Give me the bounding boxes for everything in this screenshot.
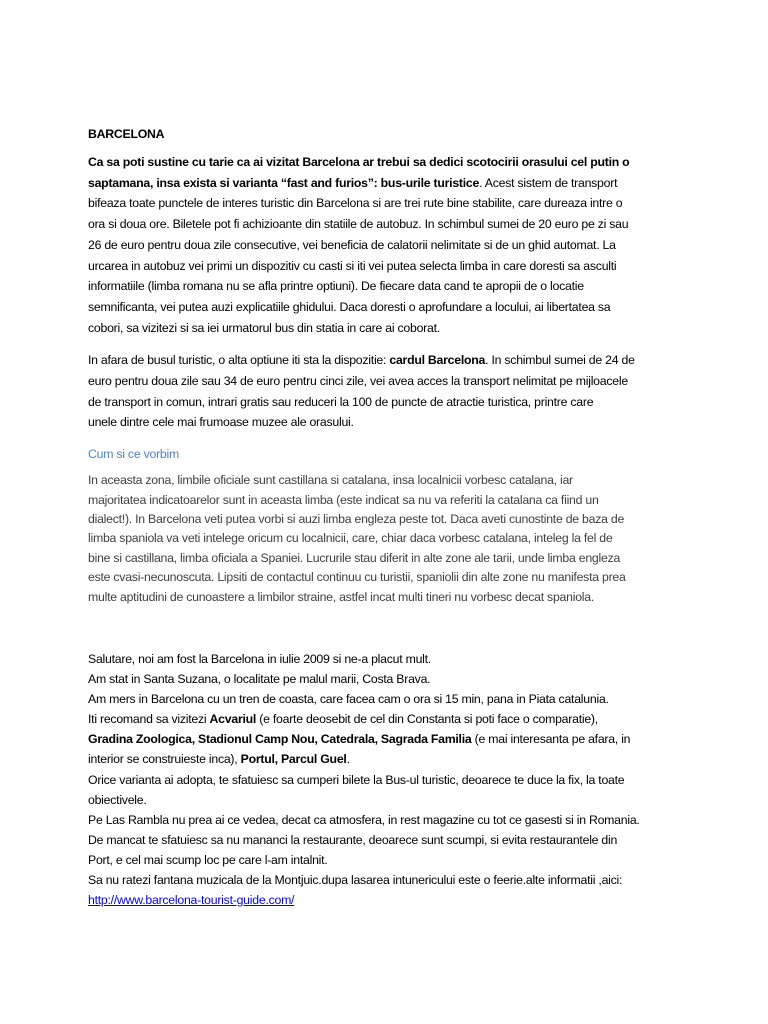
paragraph-card-barcelona (88, 350, 688, 433)
paragraph-personal-review (88, 649, 688, 910)
text-line (88, 173, 688, 194)
bold-phrase: cardul Barcelona (389, 353, 486, 368)
text-line: In aceasta zona, limbile oficiale sunt castillana si catalana, insa localnicii vorbesc catalana, iar (88, 473, 573, 488)
text-span: . In schimbul sumei de 24 de (485, 353, 635, 368)
text-line: dialect!). In Barcelona veti putea vorbi si auzi limba engleza peste tot. Daca aveti cunostinte de baza de (88, 511, 625, 526)
text-line: 26 de euro pentru doua zile consecutive, vei beneficia de calatorii nelimitate si de un ghid automat. La (88, 237, 616, 252)
text-line: obiectivele. (88, 792, 147, 807)
text-line: semnificanta, vei putea auzi explicatiile ghidului. Daca doresti o aprofundare a locului, ai libertatea sa (88, 299, 611, 314)
text-span: In afara de busul turistic, o alta optiune iti sta la dispozitie: (88, 353, 390, 368)
text-line (88, 749, 688, 769)
paragraph-bus-turistic (88, 152, 688, 338)
text-line: este cvasi-necunoscuta. Lipsiti de contactul continuu cu turistii, spaniolii din alte zone nu manifesta prea (88, 570, 626, 585)
text-line: de transport in comun, intrari gratis sau reduceri la 100 de puncte de atractie turistica, printre care (88, 394, 594, 409)
text-line: urcarea in autobuz vei primi un dispozitiv cu casti si iti vei putea selecta limba in care doresti sa asculti (88, 258, 617, 273)
bold-phrase: saptamana, insa exista si varianta “fast and furios”: bus-urile turistice (88, 175, 480, 190)
bold-phrase: Gradina Zoologica, Stadionul Camp Nou, Catedrala, Sagrada Familia (88, 732, 472, 747)
paragraph-languages (88, 471, 688, 607)
text-line: cobori, sa vizitezi si sa iei urmatorul bus din statia in care ai coborat. (88, 320, 440, 335)
text-line: De mancat te sfatuiesc sa nu mananci la restaurante, deoarece sunt scumpi, si evita restaurantele din (88, 832, 618, 847)
section-heading: Cum si ce vorbim (88, 447, 179, 462)
text-line: Orice varianta ai adopta, te sfatuiesc sa cumperi bilete la Bus-ul turistic, deoarece te duce la fix, la toate (88, 772, 625, 787)
text-span: . (346, 752, 350, 767)
text-line: bine si castillana, limba oficiala a Spaniei. Lucrurile stau diferit in alte zone ale tarii, unde limba engleza (88, 550, 621, 565)
bold-phrase: Portul, Parcul Guel (240, 752, 347, 767)
text-line (88, 729, 688, 749)
text-line: Sa nu ratezi fantana muzicala de la Montjuic.dupa lasarea intunericului este o feerie.alte informatii ,aici: (88, 873, 623, 888)
bold-phrase: Acvariul (209, 712, 257, 727)
text-line: limba spaniola va veti intelege oricum cu localnicii, care, chiar daca vorbesc catalana, inteleg la fel de (88, 531, 613, 546)
text-line: Ca sa poti sustine cu tarie ca ai vizitat Barcelona ar trebui sa dedici scotocirii orasului cel putin o (88, 155, 630, 169)
document-page (88, 124, 688, 910)
text-line (88, 709, 688, 729)
text-span: . Acest sistem de transport (479, 175, 618, 190)
text-line: Am mers in Barcelona cu un tren de coasta, care facea cam o ora si 15 min, pana in Piata catalunia. (88, 692, 609, 707)
text-span: Iti recomand sa vizitezi (88, 712, 210, 727)
text-line (88, 890, 688, 910)
text-line: informatiile (limba romana nu se afla printre optiuni). De fiecare data cand te apropii de o locatie (88, 279, 584, 294)
text-line: Salutare, noi am fost la Barcelona in iulie 2009 si ne-a placut mult. (88, 651, 431, 666)
text-line: Pe Las Rambla nu prea ai ce vedea, decat ca atmosfera, in rest magazine cu tot ce gasesti si in Romania. (88, 812, 640, 827)
text-line: bifeaza toate punctele de interes turistic din Barcelona si are trei rute bine stabilite, care dureaza intre o (88, 196, 623, 211)
text-span: (e mai interesanta pe afara, in (471, 732, 631, 747)
document-title: BARCELONA (88, 127, 165, 141)
text-line: majoritatea indicatoarelor sunt in aceasta limba (este indicat sa nu va referiti la catalana ca fiind un (88, 492, 599, 507)
text-span: interior se construieste inca), (88, 752, 241, 767)
text-line: unele dintre cele mai frumoase muzee ale orasului. (88, 415, 354, 430)
text-line: Am stat in Santa Suzana, o localitate pe malul marii, Costa Brava. (88, 672, 431, 687)
text-line: euro pentru doua zile sau 34 de euro pentru cinci zile, vei avea acces la transport nelimitat pe mijloacele (88, 374, 628, 389)
text-line: ora si doua ore. Biletele pot fi achizioante din statiile de autobuz. In schimbul sumei de 20 euro pe zi sau (88, 217, 629, 232)
text-line: multe aptitudini de cunoastere a limbilor straine, astfel incat multi tineri nu vorbesc decat spaniola. (88, 589, 595, 604)
text-line (88, 350, 688, 371)
text-line: Port, e cel mai scump loc pe care l-am intalnit. (88, 852, 328, 867)
text-span: (e foarte deosebit de cel din Constanta si poti face o comparatie), (256, 712, 598, 727)
tourist-guide-link[interactable]: http://www.barcelona-tourist-guide.com/ (88, 893, 295, 908)
